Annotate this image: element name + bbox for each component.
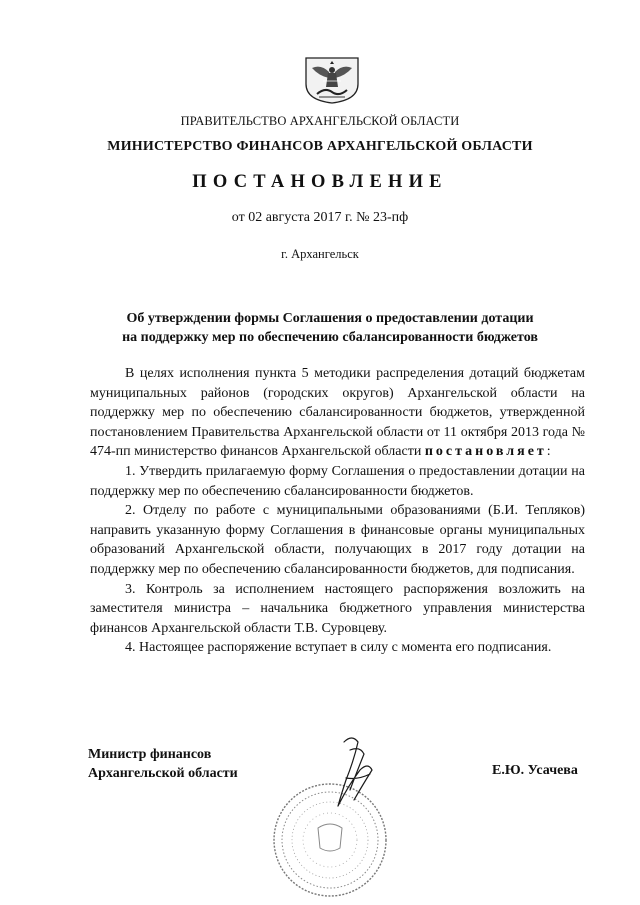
item-4: 4. Настоящее распоряжение вступает в силу с момента его подписания. bbox=[125, 640, 552, 656]
city: г. Архангельск bbox=[281, 247, 359, 261]
government-name: ПРАВИТЕЛЬСТВО АРХАНГЕЛЬСКОЙ ОБЛАСТИ bbox=[180, 114, 460, 128]
signatory-name: Е.Ю. Усачева bbox=[492, 763, 578, 778]
intro-paragraph bbox=[90, 364, 585, 462]
coat-of-arms-emblem bbox=[303, 54, 361, 104]
item-1: 1. Утвердить прилагаемую форму Соглашения о предоставлении дотации на поддержку мер по обеспечению сбалансированности бюджетов. bbox=[90, 463, 585, 499]
item-2: 2. Отделу по работе с муниципальными образованиями (Б.И. Тепляков) направить указанную форму Соглашения в финансовые органы муниципальных образований Архангельской области, получающих в 2017 году дотации на поддержку мер по обеспечению сбалансированности бюджетов, для подписания. bbox=[90, 503, 585, 577]
title-line: на поддержку мер по обеспечению сбалансированности бюджетов bbox=[122, 330, 538, 345]
signatory-position bbox=[88, 745, 238, 783]
position-line: Архангельской области bbox=[88, 766, 238, 781]
intro-text: В целях исполнения пункта 5 методики распределения дотаций бюджетам муниципальных районов (городских округов) Архангельской области на поддержку мер по обеспечению сбалансированности бюджетов, утвержденной постановлением Правительства Архангельской области от 11 октября 2013 года № 474-пп министерство финансов Архангельской области bbox=[90, 366, 585, 460]
date-and-number: от 02 августа 2017 г. № 23-пф bbox=[231, 210, 409, 225]
item-3: 3. Контроль за исполнением настоящего распоряжения возложить на заместителя министра – начальника бюджетного управления министерства финансов Архангельской области Т.В. Суровцеву. bbox=[90, 581, 585, 636]
document-title bbox=[80, 309, 580, 347]
title-line: Об утверждении формы Соглашения о предоставлении дотации bbox=[126, 311, 534, 326]
document-type: ПОСТАНОВЛЕНИЕ bbox=[192, 172, 448, 192]
document-body bbox=[90, 364, 585, 658]
ministry-name: МИНИСТЕРСТВО ФИНАНСОВ АРХАНГЕЛЬСКОЙ ОБЛАСТИ bbox=[107, 139, 533, 154]
official-seal-and-signature bbox=[262, 730, 412, 900]
resolves-word: постановляет bbox=[424, 444, 547, 460]
resolves-colon: : bbox=[546, 444, 551, 460]
position-line: Министр финансов bbox=[88, 747, 212, 762]
